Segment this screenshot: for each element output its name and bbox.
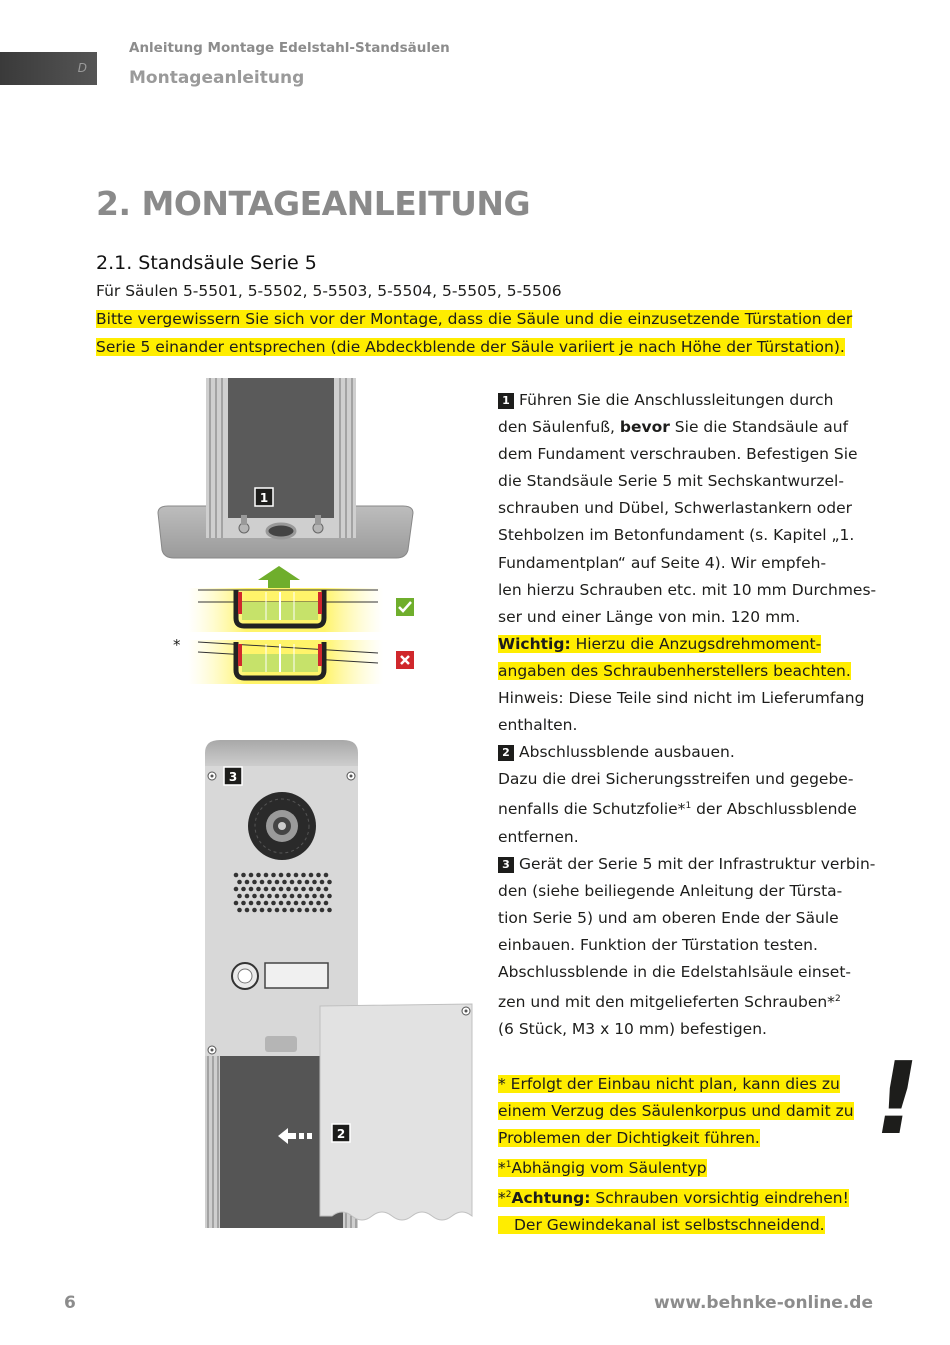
instructions-column: [498, 387, 878, 1239]
step-1-line-h: len hierzu Schrauben etc. mit 10 mm Durchmes-: [498, 580, 877, 599]
hinweis-line-a: Hinweis: Diese Teile sind nicht im Lieferumfang: [498, 689, 865, 708]
page-number: 6: [64, 1293, 76, 1313]
warning-block: [96, 306, 866, 361]
warning-line-1: Bitte vergewissern Sie sich vor der Montage, dass die Säule und die einzusetzende Türstation der: [96, 310, 853, 328]
step-1-line-g: Fundamentplan“ auf Seite 4). Wir empfeh-: [498, 553, 827, 572]
step-1-line-c: dem Fundament verschrauben. Befestigen Sie: [498, 445, 858, 464]
step-3-line-c: tion Serie 5) und am oberen Ende der Säule: [498, 908, 839, 927]
cross-icon: [396, 651, 414, 669]
step-2-line-c: nenfalls die Schutzfolie*$^1$ der Abschlussblende: [498, 800, 857, 819]
section-title: Montageanleitung: [129, 68, 305, 88]
door-station-figure: [200, 738, 475, 1228]
step-1-line-i: ser und einer Länge von min. 120 mm.: [498, 607, 801, 626]
check-icon: [396, 598, 414, 616]
step-3-line-g: (6 Stück, M3 x 10 mm) befestigen.: [498, 1020, 767, 1039]
note-3-line-b: Der Gewindekanal ist selbstschneidend.: [498, 1212, 878, 1239]
wichtig-line-b: angaben des Schraubenherstellers beachten.: [498, 661, 851, 680]
step-1-line-d: die Standsäule Serie 5 mit Sechskantwurzel-: [498, 472, 844, 491]
step-1-line-b: den Säulenfuß, bevor Sie die Standsäule auf: [498, 418, 849, 437]
note-1-line-b: einem Verzug des Säulenkorpus und damit zu: [498, 1101, 854, 1120]
asterisk-marker: *: [173, 636, 181, 654]
step-2-line-d: entfernen.: [498, 827, 579, 846]
note-3-line-a: *$^2$Achtung: Schrauben vorsichtig eindrehen!: [498, 1189, 849, 1208]
badge-3: 3: [228, 770, 238, 784]
language-label: D: [77, 61, 87, 75]
note-1-line-c: Problemen der Dichtigkeit führen.: [498, 1128, 760, 1147]
website-link[interactable]: www.behnke-online.de: [653, 1293, 873, 1313]
wichtig-line-a: Wichtig: Hierzu die Anzugsdrehmoment-: [498, 634, 822, 653]
step-2-line-a: 2 Abschlussblende ausbauen.: [498, 739, 878, 766]
step-3-badge: 3: [498, 857, 514, 873]
page-heading: 2. MONTAGEANLEITUNG: [96, 184, 531, 223]
badge-1: 1: [259, 491, 269, 505]
step-1-line-a: 1 Führen Sie die Anschlussleitungen durch: [498, 387, 878, 414]
step-1-badge: 1: [498, 393, 514, 409]
warning-line-2: Serie 5 einander entsprechen (die Abdeckblende der Säule variiert je nach Höhe der Türstation).: [96, 337, 845, 356]
step-3-line-a: 3 Gerät der Serie 5 mit der Infrastruktur verbin-: [498, 851, 878, 878]
column-base-figure: [148, 378, 423, 690]
exclamation-mark: !: [863, 1040, 930, 1157]
step-1-line-f: Stehbolzen im Betonfundament (s. Kapitel „1.: [498, 526, 855, 545]
step-3-line-b: den (siehe beiliegende Anleitung der Türsta-: [498, 881, 843, 900]
step-3-line-f: zen und mit den mitgelieferten Schrauben*$^2$: [498, 993, 841, 1012]
step-2-badge: 2: [498, 745, 514, 761]
document-title: Anleitung Montage Edelstahl-Standsäulen: [129, 40, 450, 56]
step-3-line-e: Abschlussblende in die Edelstahlsäule einset-: [498, 963, 851, 982]
step-3-line-d: einbauen. Funktion der Türstation testen.: [498, 936, 818, 955]
step-1-line-e: schrauben und Dübel, Schwerlastankern oder: [498, 499, 853, 518]
language-tab: [0, 52, 97, 85]
badge-2: 2: [336, 1127, 346, 1141]
subheading: 2.1. Standsäule Serie 5: [96, 252, 317, 274]
step-2-line-b: Dazu die drei Sicherungsstreifen und gegebe-: [498, 770, 854, 789]
hinweis-line-b: enthalten.: [498, 716, 578, 735]
note-2: *$^1$Abhängig vom Säulentyp: [498, 1159, 707, 1177]
columns-line: Für Säulen 5-5501, 5-5502, 5-5503, 5-5504, 5-5505, 5-5506: [96, 282, 562, 300]
note-1-line-a: * Erfolgt der Einbau nicht plan, kann dies zu: [498, 1074, 840, 1093]
